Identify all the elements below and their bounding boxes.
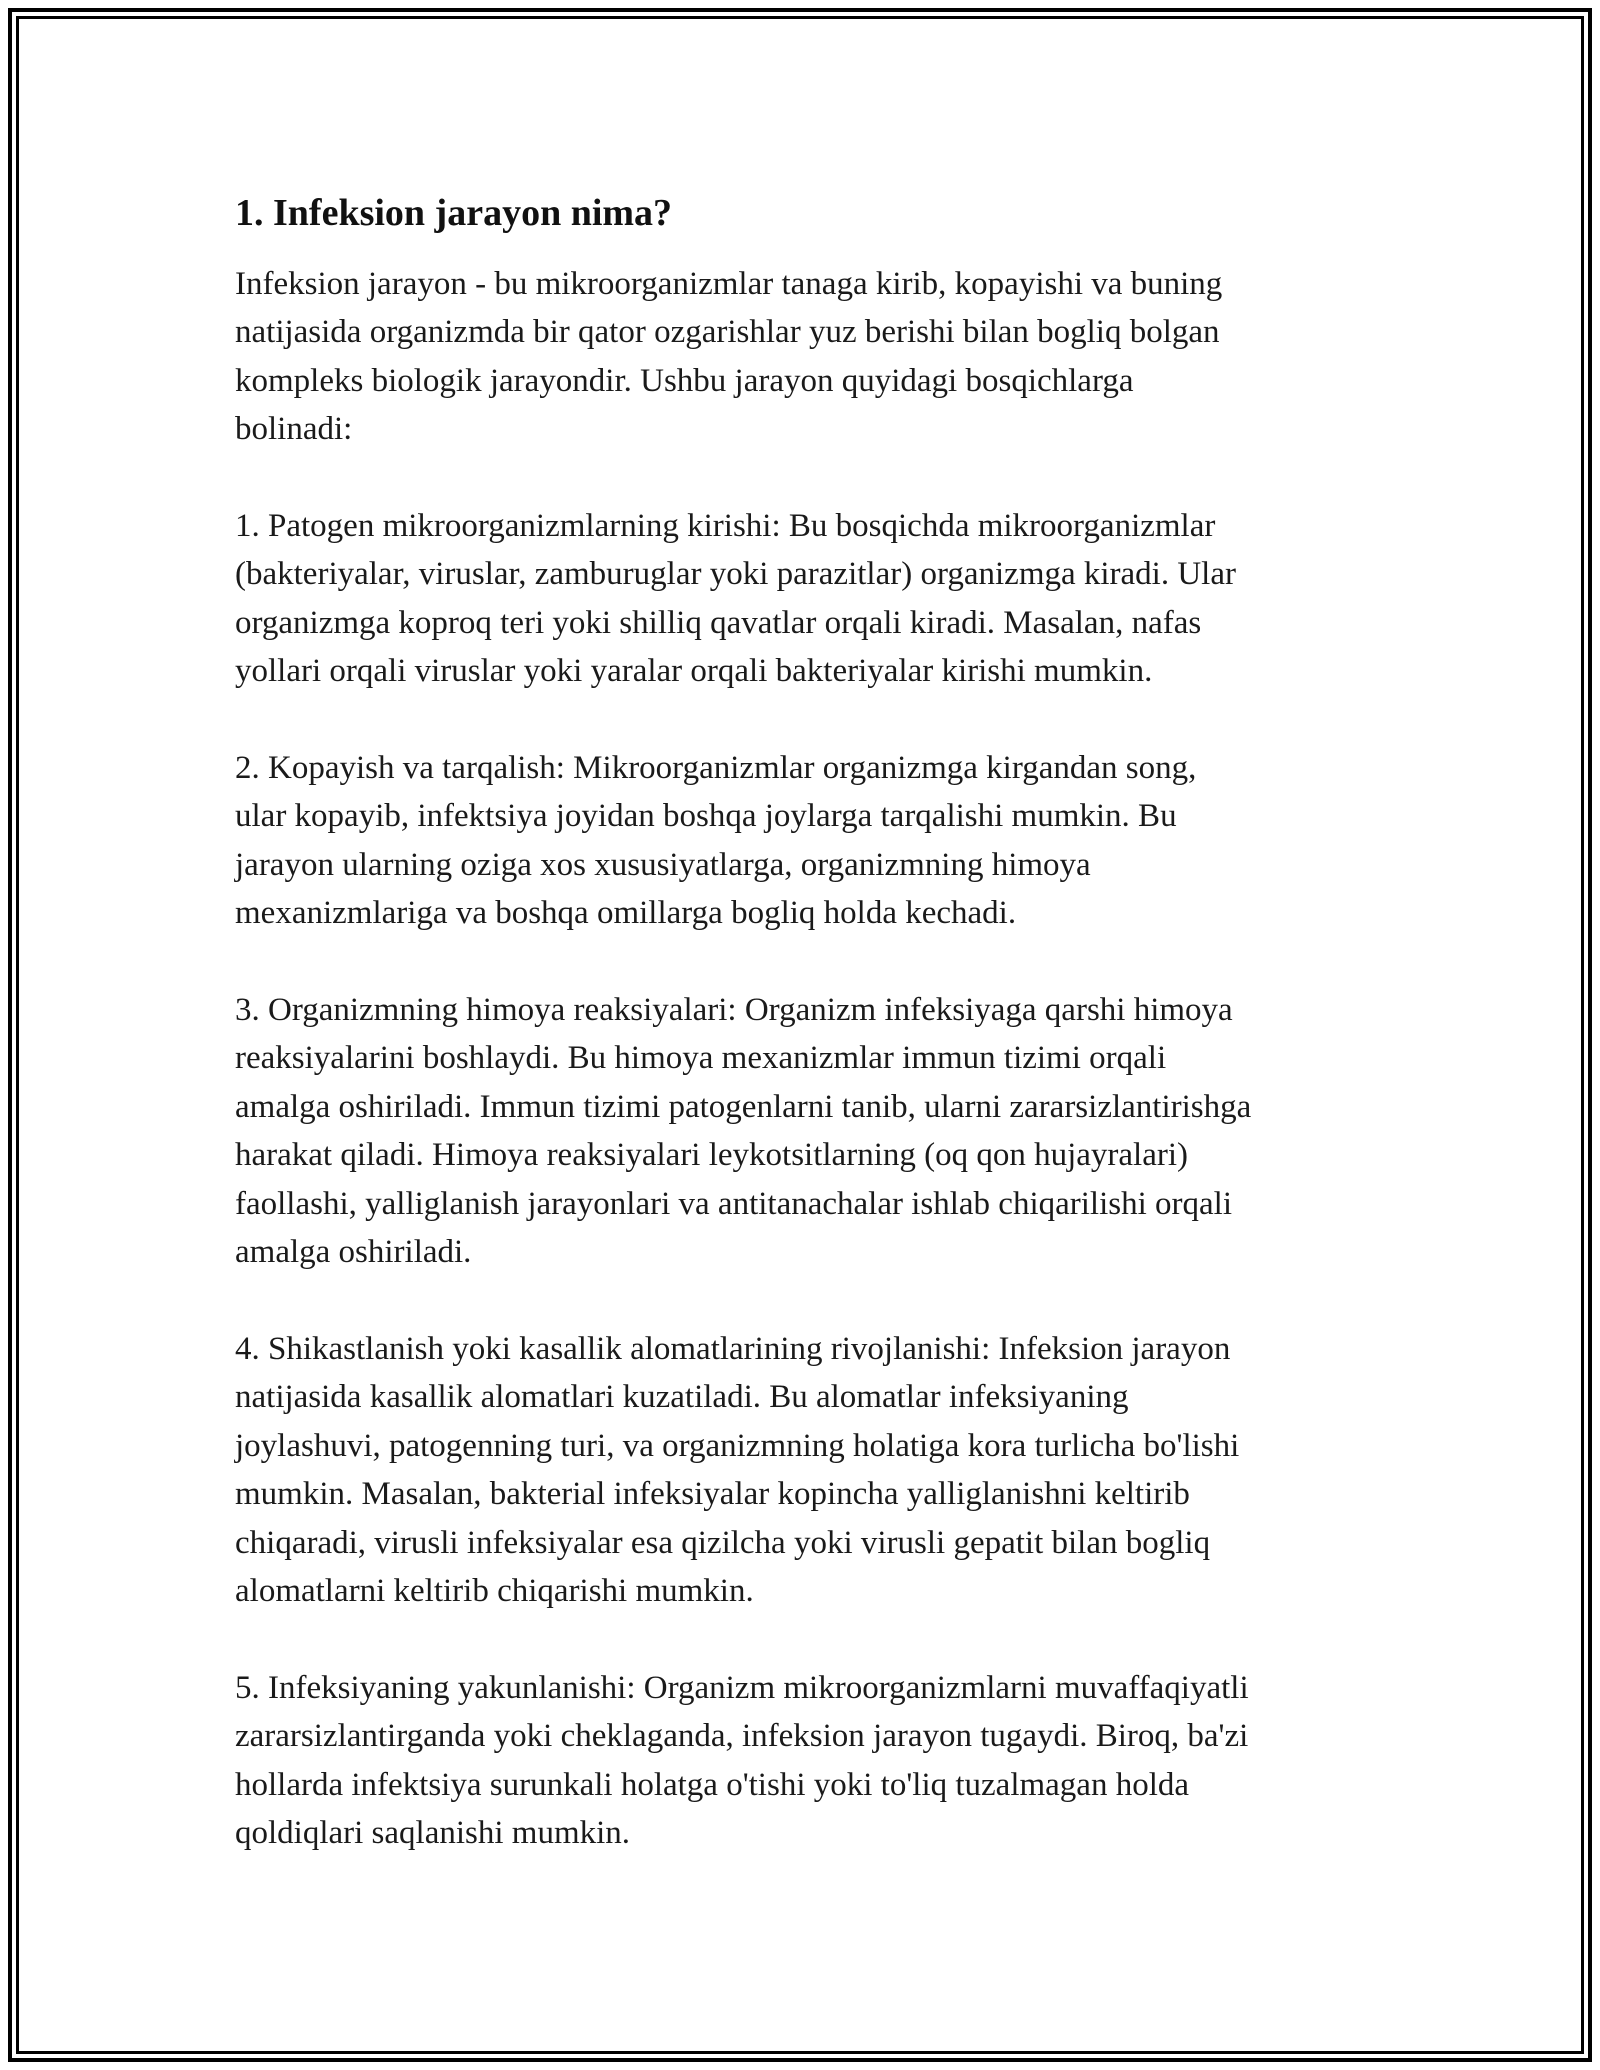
step-paragraph-1: 1. Patogen mikroorganizmlarning kirishi: Bu bosqichda mikroorganizmlar (bakteriyalar, viruslar, zamburuglar yoki parazitlar) organizmga kiradi. Ular organizmga koproq teri yoki shilliq qavatlar orqali kiradi. Masalan, nafas yollari orqali viruslar yoki yaralar orqali bakteriyalar kirishi mumkin. <box>235 508 1236 690</box>
step-paragraph-5: 5. Infeksiyaning yakunlanishi: Organizm mikroorganizmlarni muvaffaqiyatli zararsizlantirganda yoki cheklaganda, infeksion jarayon tugaydi. Biroq, ba'zi hollarda infektsiya surunkali holatga o'tishi yoki to'liq tuzalmagan holda qoldiqlari saqlanishi mumkin. <box>235 1669 1249 1851</box>
step-paragraph-3: 3. Organizmning himoya reaksiyalari: Organizm infeksiyaga qarshi himoya reaksiyalarini boshlaydi. Bu himoya mexanizmlar immun tizimi orqali amalga oshiriladi. Immun tizimi patogenlarni tanib, ularni zararsizlantirishga harakat qiladi. Himoya reaksiyalari leykotsitlarning (oq qon hujayralari) faollashi, yalliglanish jarayonlari va antitanachalar ishlab chiqarilishi orqali amalga oshiriladi. <box>235 992 1252 1271</box>
document-title: 1. Infeksion jarayon nima? <box>235 192 673 234</box>
intro-paragraph: Infeksion jarayon - bu mikroorganizmlar tanaga kirib, kopayishi va buning natijasida organizmda bir qator ozgarishlar yuz berishi bilan bogliq bolgan kompleks biologik jarayondir. Ushbu jarayon quyidagi bosqichlarga bolinadi: <box>235 266 1223 448</box>
document-body <box>235 188 1395 1906</box>
step-paragraph-2: 2. Kopayish va tarqalish: Mikroorganizmlar organizmga kirgandan song, ular kopayib, infektsiya joyidan boshqa joylarga tarqalishi mumkin. Bu jarayon ularning oziga xos xususiyatlarga, organizmning himoya mexanizmlariga va boshqa omillarga bogliq holda kechadi. <box>235 750 1197 932</box>
step-paragraph-4: 4. Shikastlanish yoki kasallik alomatlarining rivojlanishi: Infeksion jarayon natijasida kasallik alomatlari kuzatiladi. Bu alomatlar infeksiyaning joylashuvi, patogenning turi, va organizmning holatiga kora turlicha bo'lishi mumkin. Masalan, bakterial infeksiyalar kopincha yalliglanishni keltirib chiqaradi, virusli infeksiyalar esa qizilcha yoki virusli gepatit bilan bogliq alomatlarni keltirib chiqarishi mumkin. <box>235 1330 1240 1609</box>
